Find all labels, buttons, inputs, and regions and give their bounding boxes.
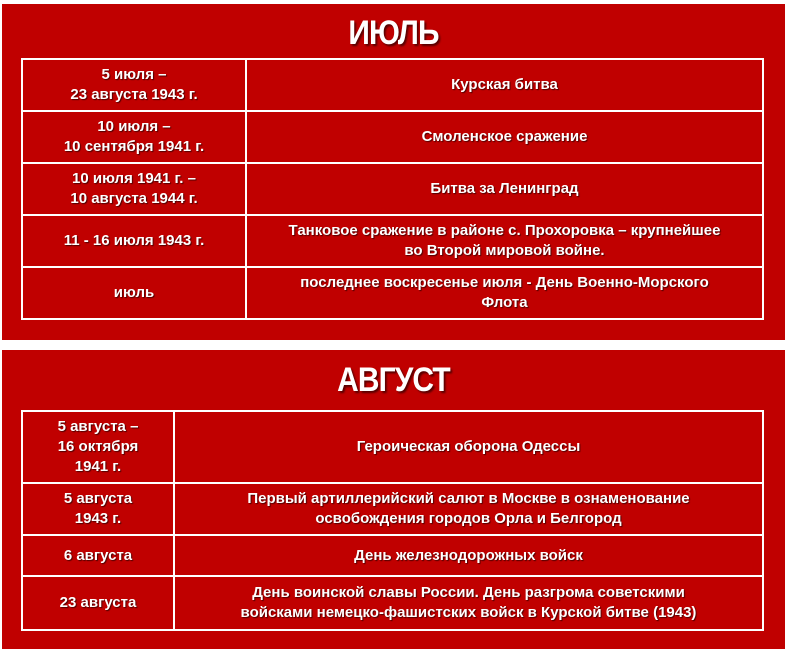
table-row (22, 163, 763, 215)
event-date: 5 июля – 23 августа 1943 г. (22, 59, 246, 111)
table-row (22, 59, 763, 111)
table-row (22, 411, 763, 483)
table-row (22, 215, 763, 267)
event-date: 10 июля 1941 г. – 10 августа 1944 г. (22, 163, 246, 215)
event-date: 5 августа – 16 октября 1941 г. (22, 411, 174, 483)
event-date: 11 - 16 июля 1943 г. (22, 215, 246, 267)
event-date: 5 августа 1943 г. (22, 483, 174, 535)
event-description: Героическая оборона Одессы (174, 411, 763, 483)
event-description: Первый артиллерийский салют в Москве в ознаменование освобождения городов Орла и Белгород (174, 483, 763, 535)
table-row (22, 267, 763, 319)
july-panel (2, 4, 785, 340)
event-description: Курская битва (246, 59, 763, 111)
table-row (22, 576, 763, 630)
event-description: День воинской славы России. День разгрома советскими войсками немецко-фашистских войск в Курской битве (1943) (174, 576, 763, 630)
august-events-table (21, 410, 764, 631)
event-description: Битва за Ленинград (246, 163, 763, 215)
august-title: АВГУСТ (337, 361, 450, 399)
august-panel (2, 350, 785, 649)
event-description: последнее воскресенье июля - День Военно-Морского Флота (246, 267, 763, 319)
event-date: 23 августа (22, 576, 174, 630)
event-date: июль (22, 267, 246, 319)
july-title: ИЮЛЬ (348, 14, 439, 52)
event-description: Смоленское сражение (246, 111, 763, 163)
event-description: День железнодорожных войск (174, 535, 763, 576)
event-date: 6 августа (22, 535, 174, 576)
table-row (22, 483, 763, 535)
july-events-table (21, 58, 764, 320)
event-date: 10 июля – 10 сентября 1941 г. (22, 111, 246, 163)
event-description: Танковое сражение в районе с. Прохоровка – крупнейшее во Второй мировой войне. (246, 215, 763, 267)
table-row (22, 111, 763, 163)
table-row (22, 535, 763, 576)
